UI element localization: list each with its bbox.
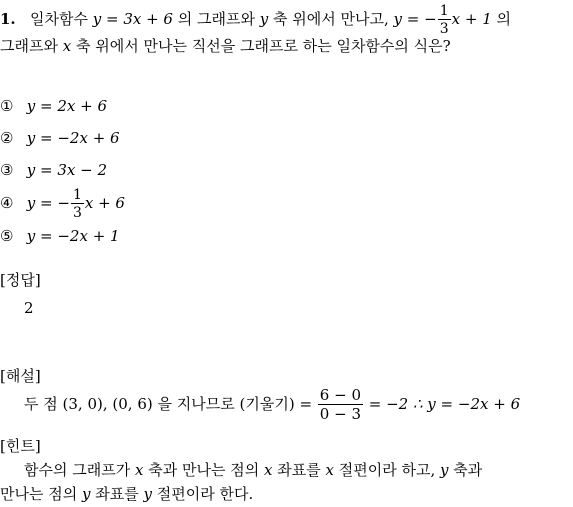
fraction-denominator: 0 − 3 xyxy=(319,405,361,423)
question-text: 일차함수 xyxy=(29,10,88,28)
hint-text: 축과 xyxy=(453,461,483,479)
variable: y xyxy=(143,485,153,503)
variable: x xyxy=(134,461,144,479)
variable: x xyxy=(325,461,334,479)
question-text: 축 위에서 만나는 직선을 그래프로 하는 일차함수의 식은? xyxy=(76,37,451,55)
variable: y xyxy=(259,10,269,28)
hint-line-2 xyxy=(0,484,253,504)
explanation-line xyxy=(0,388,520,422)
fraction-denominator: 3 xyxy=(72,205,82,221)
choice-1[interactable] xyxy=(0,96,107,116)
question-text: 의 xyxy=(496,10,512,28)
fraction xyxy=(438,4,451,36)
choice-expression: y = −2x + 6 xyxy=(26,129,120,147)
hint-text: 만나는 점의 xyxy=(0,485,78,503)
hint-line-1 xyxy=(0,460,482,480)
fraction-numerator: 6 − 0 xyxy=(319,386,361,404)
choice-2[interactable] xyxy=(0,128,120,148)
fraction-denominator: 3 xyxy=(439,21,449,37)
variable: x xyxy=(263,461,273,479)
hint-text: 절편이라 한다. xyxy=(156,485,254,503)
explanation-label: [해설] xyxy=(0,367,41,385)
variable: x xyxy=(62,37,72,55)
equation: y = − xyxy=(393,10,437,28)
choice-mark: ① xyxy=(0,97,14,115)
hint-label: [힌트] xyxy=(0,437,41,455)
fraction xyxy=(71,188,84,220)
choice-4[interactable] xyxy=(0,188,125,220)
choice-expression: y = 3x − 2 xyxy=(26,161,108,179)
choice-mark: ⑤ xyxy=(0,227,14,245)
explanation-result: = −2 ∴ y = −2x + 6 xyxy=(368,395,521,413)
hint-text: 절편이라 하고, xyxy=(338,461,436,479)
question-line-2 xyxy=(0,36,451,56)
explanation-text: 을 지나므로 (기울기) = xyxy=(157,395,313,413)
choice-mark: ③ xyxy=(0,161,14,179)
question-text: 축 위에서 만나고, xyxy=(273,10,389,28)
hint-text: 축과 만나는 점의 xyxy=(148,461,260,479)
fraction-numerator: 1 xyxy=(439,3,449,19)
fraction xyxy=(318,388,363,422)
choice-expression: y = − xyxy=(26,194,70,212)
question-text: 그래프와 xyxy=(0,37,58,55)
choice-3[interactable] xyxy=(0,160,107,180)
explanation-text: 두 점 xyxy=(24,395,58,413)
choice-expression: y = 2x + 6 xyxy=(26,97,108,115)
hint-text: 함수의 그래프가 xyxy=(24,461,131,479)
hint-text: 좌표를 xyxy=(95,485,139,503)
choice-mark: ② xyxy=(0,129,14,147)
variable: y xyxy=(440,461,449,479)
choice-mark: ④ xyxy=(0,194,14,212)
points: (3, 0), (0, 6) xyxy=(62,395,153,413)
choice-expression: x + 6 xyxy=(84,194,125,212)
answer-value: 2 xyxy=(24,299,34,317)
question-line-1 xyxy=(0,4,511,36)
equation: y = 3x + 6 xyxy=(92,10,173,28)
variable: y xyxy=(82,485,91,503)
fraction-numerator: 1 xyxy=(72,187,82,203)
equation: x + 1 xyxy=(451,10,492,28)
choice-expression: y = −2x + 1 xyxy=(26,227,120,245)
choice-5[interactable] xyxy=(0,226,120,246)
answer-label: [정답] xyxy=(0,271,41,289)
question-text: 의 그래프와 xyxy=(177,10,255,28)
hint-text: 좌표를 xyxy=(277,461,321,479)
question-number: 1. xyxy=(0,10,16,28)
